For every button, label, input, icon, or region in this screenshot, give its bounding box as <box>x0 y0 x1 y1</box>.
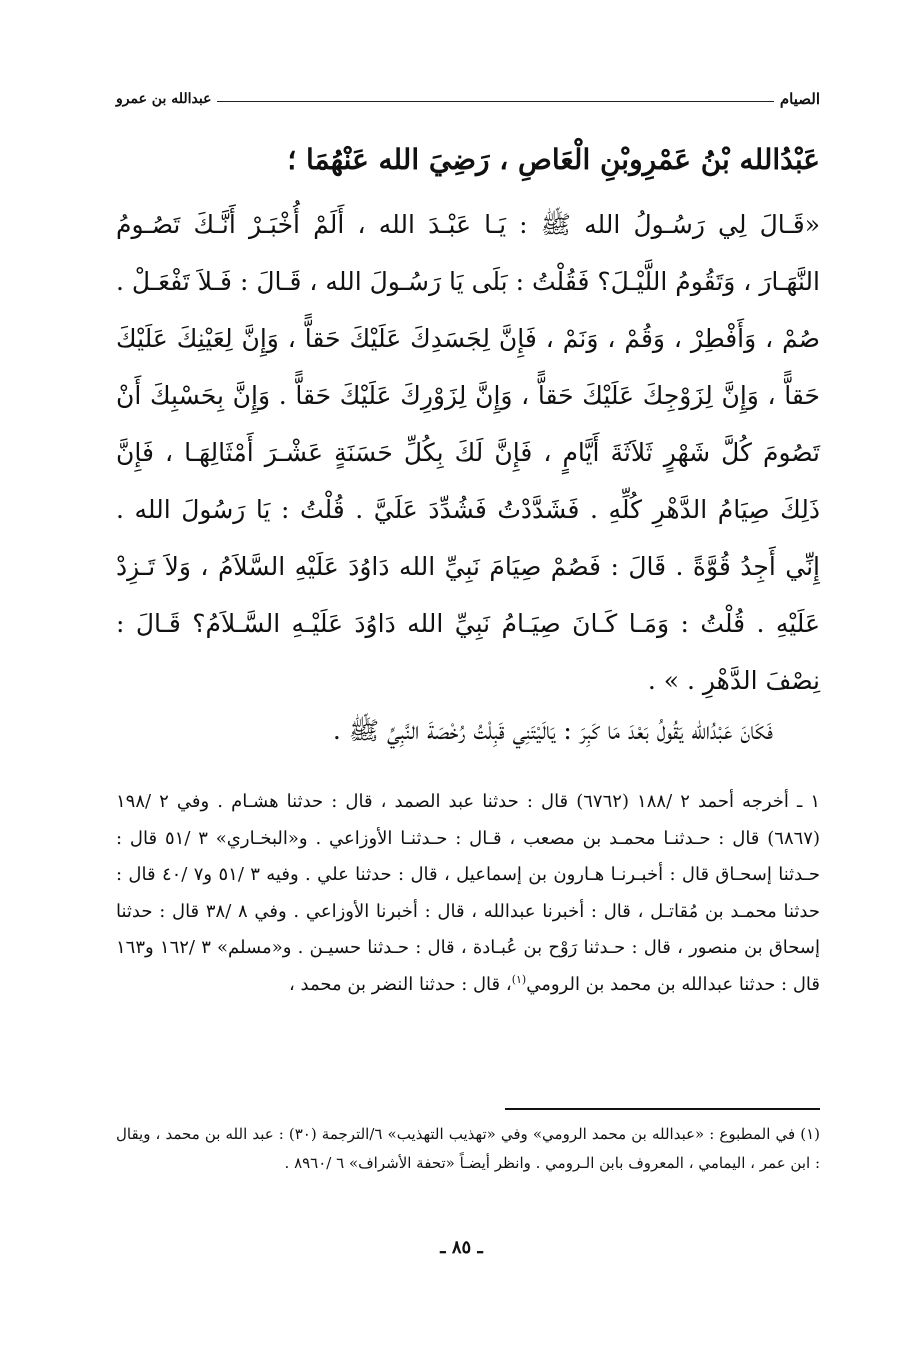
footnote: (١) في المطبوع : «عبدالله بن محمد الرومي» وفي «تهذيب التهذيب» ٦/الترجمة (٣٠) : عبد الله بن محمد ، ويقال : ابن عمر ، اليمامي ، المعروف بابن الـرومي . وانظر أيضـاً «تحفة الأشراف» ٦ /٨٩٦٠ . <box>116 1125 820 1172</box>
hadith-text: «قَـالَ لِي رَسُـولُ الله ﷺ : يَـا عَبْـدَ الله ، أَلَمْ أُخْبَـرْ أَنَّـكَ تَصُـومُ النَّهَـارَ ، وَتَقُومُ اللَّيْـلَ؟ فَقُلْتُ : بَلَى يَا رَسُـولَ الله ، قَـالَ : فَـلاَ تَفْعَـلْ . صُمْ ، وَأَفْطِرْ ، وَقُمْ ، وَنَمْ ، فَإِنَّ لِجَسَدِكَ عَلَيْكَ حَقاًّ ، وَإِنَّ لِعَيْنِكَ عَلَيْكَ حَقاًّ ، وَإِنَّ لِزَوْجِكَ عَلَيْكَ حَقاًّ ، وَإِنَّ لِزَوْرِكَ عَلَيْكَ حَقاًّ . وَإِنَّ بِحَسْبِكَ أَنْ تَصُومَ كُلَّ شَهْرٍ ثَلاَثَةَ أَيَّامٍ ، فَإِنَّ لَكَ بِكُلِّ حَسَنَةٍ عَشْـرَ أَمْثَالِهَـا ، فَإِنَّ ذَلِكَ صِيَامُ الدَّهْرِ كُلِّهِ . فَشَدَّدْتُ فَشُدِّدَ عَلَيَّ . قُلْتُ : يَا رَسُولَ الله . إِنِّي أَجِدُ قُوَّةً . قَالَ : فَصُمْ صِيَامَ نَبِيِّ الله دَاوُدَ عَلَيْهِ السَّلاَمُ ، وَلاَ تَـزِدْ عَلَيْهِ . قُلْتُ : وَمَـا كَـانَ صِيَـامُ نَبِيِّ الله دَاوُدَ عَلَيْـهِ السَّـلاَمُ؟ قَـالَ : نِصْفَ الدَّهْرِ . » . <box>116 210 821 695</box>
closing-statement: فَكَانَ عَبْدُالله يَقُولُ بَعْدَ مَا كَبِرَ : يَالَيْتَنِي قَبِلْتُ رُخْصَةَ النَّبِيِّ ﷺ . <box>332 716 773 745</box>
header-rule <box>116 101 820 102</box>
companion-name: عبدالله بن عمرو <box>116 88 217 110</box>
footnote-marker: (١) <box>511 972 527 986</box>
takhrij-text-end: ، قال : حدثنا النضر بن محمد ، <box>288 973 512 995</box>
running-header <box>116 88 820 114</box>
chapter-title: الصيام <box>774 88 820 110</box>
narrator-heading: عَبْدُالله بْنُ عَمْرِوبْنِ الْعَاصِ ، رَضِيَ الله عَنْهُمَا ؛ <box>287 143 820 176</box>
takhrij-paragraph <box>116 784 820 1003</box>
page-number: ـ ٨٥ ـ <box>440 1237 483 1258</box>
footnote-separator <box>505 1108 820 1110</box>
takhrij-text: ١ ـ أخرجه أحمد ٢ /١٨٨ (٦٧٦٢) قال : حدثنا عبد الصمد ، قال : حدثنا هشـام . وفي ٢ /١٩٨ (٦٨٦٧) قال : حـدثنـا محمـد بن مصعب ، قـال : حـدثنـا الأوزاعي . و«البخـاري» ٣ /٥١ قال : حـدثنا إسحـاق قال : أخبـرنـا هـارون بن إسماعيل ، قال : حدثنا علي . وفيه ٣ /٥١ و٧ /٤٠ قال : حدثنا محمـد بن مُقاتـل ، قال : أخبرنا عبدالله ، قال : أخبرنا الأوزاعي . وفي ٨ /٣٨ قال : حدثنا إسحاق بن منصور ، قال : حـدثنا رَوْح بن عُبـادة ، قال : حـدثنا حسيـن . و«مسلم» ٣ /١٦٢ و١٦٣ قال : حدثنا عبدالله بن محمد بن الرومي <box>116 791 820 995</box>
